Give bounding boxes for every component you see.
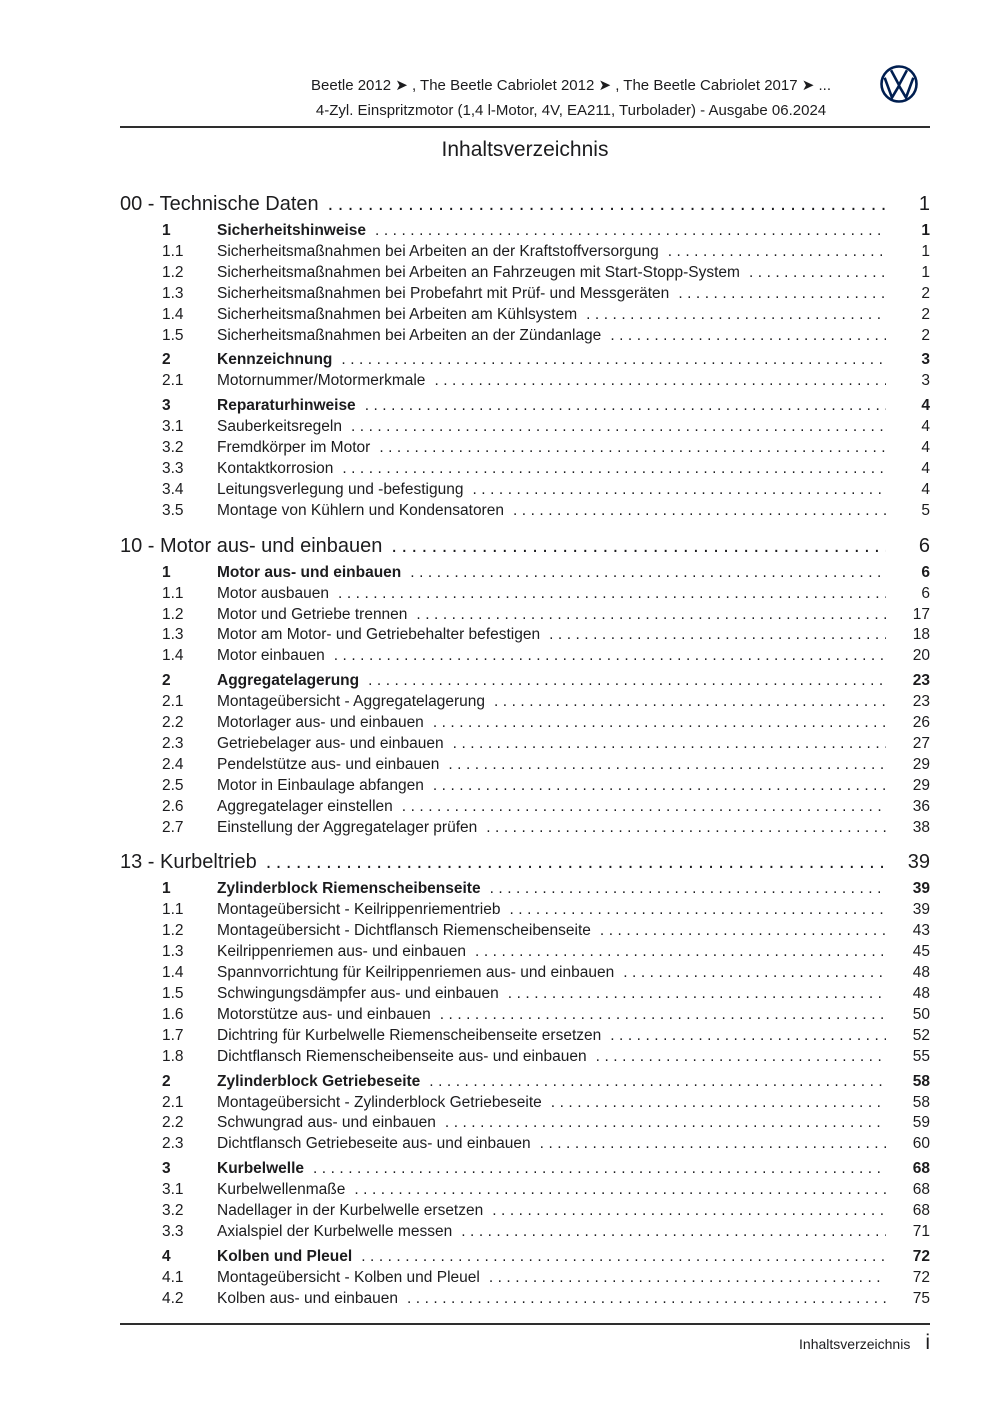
- entry-title: Motorlager aus- und einbauen: [217, 714, 424, 732]
- toc: [120, 191, 930, 1310]
- entry-number: 3.2: [162, 1202, 184, 1220]
- toc-entry-row: [120, 242, 930, 263]
- page-number: 29: [912, 776, 930, 794]
- page-number: 2: [921, 305, 930, 323]
- toc-entry-row: [120, 984, 930, 1005]
- header-rule: [120, 126, 930, 128]
- dot-leader: [440, 1005, 886, 1026]
- page-number: 26: [912, 714, 930, 732]
- page-number: 4: [921, 418, 930, 436]
- toc-entry-row: [120, 692, 930, 713]
- page-number: 48: [912, 964, 930, 982]
- toc-entry-row: [120, 1268, 930, 1289]
- entry-number: 2.2: [162, 714, 184, 732]
- dot-leader: [342, 459, 886, 480]
- page-number: 38: [912, 818, 930, 836]
- entry-title: Axialspiel der Kurbelwelle messen: [217, 1222, 453, 1240]
- toc-entry-row: [120, 879, 930, 900]
- page-number: 3: [921, 351, 930, 369]
- page-number: 55: [912, 1047, 930, 1065]
- header: [212, 0, 930, 123]
- entry-title: Pendelstütze aus- und einbauen: [217, 755, 440, 773]
- page-number: 6: [918, 534, 930, 557]
- footer-label: Inhaltsverzeichnis: [799, 1336, 911, 1352]
- page-number: 1: [918, 193, 930, 215]
- dot-leader: [416, 605, 886, 626]
- entry-number: 1.1: [162, 584, 184, 602]
- toc-entry-row: [120, 776, 930, 797]
- page-number: 60: [912, 1135, 930, 1153]
- toc-entry-row: [120, 625, 930, 646]
- entry-number: 3.5: [162, 501, 184, 519]
- page-number: 4: [921, 480, 930, 498]
- entry-number: 2.2: [162, 1114, 184, 1132]
- page-number: 18: [912, 626, 930, 644]
- vw-logo-icon: [879, 64, 919, 104]
- page-number: 43: [912, 922, 930, 940]
- page-number: 17: [912, 605, 930, 623]
- entry-number: 3: [162, 397, 171, 415]
- entry-title: Dichtflansch Riemenscheibenseite aus- und einbauen: [217, 1047, 587, 1065]
- page-number: 4: [921, 397, 930, 415]
- entry-number: 1.1: [162, 242, 184, 260]
- toc-entry-row: [120, 942, 930, 963]
- page-number: 2: [921, 326, 930, 344]
- entry-number: 1.7: [162, 1026, 184, 1044]
- entry-title: Motor in Einbaulage abfangen: [217, 776, 424, 794]
- dot-leader: [494, 692, 886, 713]
- page-number: 68: [912, 1160, 930, 1178]
- dot-leader: [354, 1180, 886, 1201]
- dot-leader: [448, 755, 886, 776]
- page-number: 1: [921, 263, 930, 281]
- toc-entry-row: [120, 284, 930, 305]
- entry-title: Kontaktkorrosion: [217, 459, 334, 477]
- page-number: 45: [912, 943, 930, 961]
- footer: [120, 1325, 930, 1353]
- entry-number: 4: [162, 1247, 171, 1265]
- entry-title: Einstellung der Aggregatelager prüfen: [217, 818, 478, 836]
- dot-leader: [610, 1026, 886, 1047]
- entry-number: 2.6: [162, 797, 184, 815]
- page-number: 6: [921, 584, 930, 602]
- entry-title: Nadellager in der Kurbelwelle ersetzen: [217, 1202, 484, 1220]
- toc-entry-row: [120, 797, 930, 818]
- entry-title: Kurbelwelle: [217, 1160, 304, 1178]
- entry-title: Getriebelager aus- und einbauen: [217, 734, 444, 752]
- toc-entry-row: [120, 1072, 930, 1093]
- page-number: 39: [912, 880, 930, 898]
- page-number: 39: [907, 851, 930, 874]
- entry-number: 1.3: [162, 284, 184, 302]
- dot-leader: [623, 963, 886, 984]
- dot-leader: [490, 879, 886, 900]
- entry-number: 1.5: [162, 326, 184, 344]
- toc-entry-row: [120, 1113, 930, 1134]
- entry-title: Keilrippenriemen aus- und einbauen: [217, 943, 467, 961]
- entry-number: 2.1: [162, 372, 184, 390]
- entry-number: 1: [162, 563, 171, 581]
- entry-number: 4.2: [162, 1289, 184, 1307]
- dot-leader: [445, 1113, 886, 1134]
- entry-number: 1.1: [162, 901, 184, 919]
- toc-chapter-row: [120, 849, 930, 875]
- entry-number: 2.5: [162, 776, 184, 794]
- toc-entry-row: [120, 563, 930, 584]
- toc-entry-row: [120, 1247, 930, 1268]
- page-number: 48: [912, 985, 930, 1002]
- toc-entry-row: [120, 818, 930, 839]
- entry-title: Montageübersicht - Zylinderblock Getriebeseite: [217, 1093, 542, 1111]
- dot-leader: [338, 584, 886, 605]
- dot-leader: [368, 671, 886, 692]
- entry-number: 1.5: [162, 985, 184, 1002]
- entry-title: Montageübersicht - Dichtflansch Riemenscheibenseite: [217, 922, 591, 940]
- entry-title: Schwungrad aus- und einbauen: [217, 1114, 436, 1132]
- entry-title: Motor am Motor- und Getriebehalter befestigen: [217, 626, 541, 644]
- toc-entry-row: [120, 1093, 930, 1114]
- entry-number: 1: [162, 880, 171, 898]
- entry-title: Leitungsverlegung und -befestigung: [217, 480, 464, 498]
- entry-number: 1.2: [162, 922, 184, 940]
- entry-number: 1.3: [162, 943, 184, 961]
- entry-title: Motorstütze aus- und einbauen: [217, 1005, 431, 1023]
- page-number: 72: [912, 1247, 930, 1265]
- entry-number: 3.1: [162, 418, 184, 436]
- dot-leader: [434, 371, 886, 392]
- page-number: 29: [912, 755, 930, 773]
- entry-title: Montage von Kühlern und Kondensatoren: [217, 501, 504, 519]
- toc-entry-row: [120, 1134, 930, 1155]
- dot-leader: [328, 191, 886, 217]
- entry-number: 3.2: [162, 439, 184, 457]
- toc-entry-row: [120, 501, 930, 522]
- dot-leader: [475, 942, 886, 963]
- page-number: 23: [912, 693, 930, 711]
- toc-entry-row: [120, 1180, 930, 1201]
- page-number: 59: [912, 1114, 930, 1132]
- entry-title: Sicherheitsmaßnahmen bei Arbeiten an Fahrzeugen mit Start-Stopp-System: [217, 263, 740, 281]
- entry-title: Sicherheitsmaßnahmen bei Arbeiten an der Zündanlage: [217, 326, 602, 344]
- entry-title: Motor einbauen: [217, 647, 325, 665]
- entry-title: Sicherheitshinweise: [217, 222, 367, 239]
- entry-number: 2: [162, 1072, 171, 1090]
- page-title: Inhaltsverzeichnis: [441, 138, 609, 161]
- page-number: 4: [921, 459, 930, 477]
- toc-entry-row: [120, 1047, 930, 1068]
- entry-number: 2.1: [162, 693, 184, 711]
- dot-leader: [489, 1268, 886, 1289]
- page-number: 4: [921, 439, 930, 457]
- page-number: 27: [912, 734, 930, 752]
- dot-leader: [586, 305, 886, 326]
- dot-leader: [379, 438, 886, 459]
- page-number: 71: [912, 1222, 930, 1240]
- dot-leader: [540, 1134, 886, 1155]
- entry-number: 3.1: [162, 1181, 184, 1199]
- toc-entry-row: [120, 1289, 930, 1310]
- entry-number: 3.3: [162, 459, 184, 477]
- toc-entry-row: [120, 221, 930, 242]
- entry-number: 2.4: [162, 755, 184, 773]
- entry-number: 2.1: [162, 1093, 184, 1111]
- toc-entry-row: [120, 371, 930, 392]
- toc-entry-row: [120, 1026, 930, 1047]
- page-number: 72: [912, 1268, 930, 1286]
- page-number: 68: [912, 1202, 930, 1220]
- entry-title: Dichtring für Kurbelwelle Riemenscheibenseite ersetzen: [217, 1026, 602, 1044]
- dot-leader: [492, 1201, 886, 1222]
- dot-leader: [365, 396, 886, 417]
- toc-entry-row: [120, 438, 930, 459]
- entry-title: Sauberkeitsregeln: [217, 418, 342, 436]
- dot-leader: [266, 849, 886, 875]
- dot-leader: [509, 900, 886, 921]
- dot-leader: [391, 533, 886, 559]
- toc-entry-row: [120, 326, 930, 347]
- page-number: 1: [921, 242, 930, 260]
- dot-leader: [429, 1072, 886, 1093]
- entry-title: Zylinderblock Riemenscheibenseite: [217, 880, 481, 898]
- page-number: 39: [912, 901, 930, 919]
- entry-title: Montageübersicht - Kolben und Pleuel: [217, 1268, 480, 1286]
- dot-leader: [313, 1159, 886, 1180]
- page-number: 3: [921, 372, 930, 390]
- entry-number: 1.8: [162, 1047, 184, 1065]
- entry-title: Kolben und Pleuel: [217, 1247, 353, 1265]
- entry-title: Sicherheitsmaßnahmen bei Arbeiten am Kühlsystem: [217, 305, 578, 323]
- entry-title: Motor aus- und einbauen: [217, 563, 402, 581]
- dot-leader: [600, 921, 886, 942]
- entry-title: Kurbelwellenmaße: [217, 1181, 346, 1199]
- entry-title: Sicherheitsmaßnahmen bei Probefahrt mit Prüf- und Messgeräten: [217, 284, 670, 302]
- dot-leader: [549, 625, 886, 646]
- toc-entry-row: [120, 263, 930, 284]
- entry-title: Aggregatelagerung: [217, 672, 360, 690]
- dot-leader: [361, 1247, 886, 1268]
- toc-entry-row: [120, 459, 930, 480]
- page-number: 68: [912, 1181, 930, 1199]
- entry-title: Sicherheitsmaßnahmen bei Arbeiten an der Kraftstoffversorgung: [217, 242, 659, 260]
- dot-leader: [596, 1047, 886, 1068]
- dot-leader: [334, 646, 886, 667]
- entry-title: Kennzeichnung: [217, 351, 333, 369]
- page-number: 58: [912, 1072, 930, 1090]
- entry-number: 1.2: [162, 605, 184, 623]
- dot-leader: [410, 563, 886, 584]
- page-number: 20: [912, 647, 930, 665]
- toc-entry-row: [120, 755, 930, 776]
- toc-entry-row: [120, 350, 930, 371]
- toc-entry-row: [120, 646, 930, 667]
- entry-title: Zylinderblock Getriebeseite: [217, 1072, 421, 1090]
- entry-title: Motor und Getriebe trennen: [217, 605, 408, 623]
- entry-title: Aggregatelager einstellen: [217, 797, 393, 815]
- header-line-2: 4-Zyl. Einspritzmotor (1,4 l-Motor, 4V, EA211, Turbolader) - Ausgabe 06.2024: [315, 102, 827, 119]
- dot-leader: [461, 1222, 886, 1243]
- chapter-title: 10 - Motor aus- und einbauen: [120, 534, 383, 557]
- toc-entry-row: [120, 713, 930, 734]
- dot-leader: [678, 284, 886, 305]
- entry-number: 3.3: [162, 1222, 184, 1240]
- entry-number: 2.3: [162, 734, 184, 752]
- entry-number: 3: [162, 1160, 171, 1178]
- dot-leader: [513, 501, 886, 522]
- dot-leader: [453, 734, 886, 755]
- entry-title: Montageübersicht - Keilrippenriementrieb: [217, 901, 501, 919]
- dot-leader: [341, 350, 886, 371]
- toc-entry-row: [120, 671, 930, 692]
- entry-number: 4.1: [162, 1268, 184, 1286]
- dot-leader: [407, 1289, 886, 1310]
- entry-title: Reparaturhinweise: [217, 397, 356, 415]
- chapter-title: 00 - Technische Daten: [120, 193, 319, 215]
- toc-chapter-row: [120, 191, 930, 217]
- dot-leader: [433, 776, 886, 797]
- page-number: 2: [921, 284, 930, 302]
- header-line-1: Beetle 2012 ➤ , The Beetle Cabriolet 2012 ➤ , The Beetle Cabriolet 2017 ➤ ...: [311, 77, 831, 94]
- entry-title: Fremdkörper im Motor: [217, 439, 371, 457]
- entry-title: Motornummer/Motormerkmale: [217, 372, 426, 390]
- footer-rule: [120, 1323, 930, 1353]
- footer-page-number: i: [925, 1331, 930, 1354]
- entry-number: 3.4: [162, 480, 184, 498]
- page-number: 50: [912, 1005, 930, 1023]
- toc-entry-row: [120, 1005, 930, 1026]
- dot-leader: [402, 797, 886, 818]
- entry-number: 2: [162, 351, 171, 369]
- dot-leader: [610, 326, 886, 347]
- dot-leader: [508, 984, 886, 1005]
- entry-number: 1: [162, 222, 171, 239]
- chapter-title: 13 - Kurbeltrieb: [120, 851, 257, 874]
- page-number: 23: [912, 672, 930, 690]
- entry-title: Kolben aus- und einbauen: [217, 1289, 398, 1307]
- dot-leader: [472, 480, 886, 501]
- entry-number: 1.4: [162, 964, 184, 982]
- entry-title: Schwingungsdämpfer aus- und einbauen: [217, 985, 499, 1002]
- toc-chapter-row: [120, 533, 930, 559]
- toc-entry-row: [120, 305, 930, 326]
- toc-entry-row: [120, 584, 930, 605]
- page-number: 58: [912, 1093, 930, 1111]
- toc-entry-row: [120, 396, 930, 417]
- toc-entry-row: [120, 734, 930, 755]
- toc-entry-row: [120, 605, 930, 626]
- dot-leader: [749, 263, 886, 284]
- page-number: 6: [921, 563, 930, 581]
- dot-leader: [486, 818, 886, 839]
- toc-entry-row: [120, 921, 930, 942]
- toc-entry-row: [120, 417, 930, 438]
- entry-title: Dichtflansch Getriebeseite aus- und einbauen: [217, 1135, 531, 1153]
- entry-number: 1.4: [162, 305, 184, 323]
- toc-entry-row: [120, 963, 930, 984]
- entry-title: Montageübersicht - Aggregatelagerung: [217, 693, 485, 711]
- entry-number: 1.2: [162, 263, 184, 281]
- toc-entry-row: [120, 480, 930, 501]
- entry-number: 1.4: [162, 647, 184, 665]
- dot-leader: [668, 242, 886, 263]
- entry-number: 2: [162, 672, 171, 690]
- dot-leader: [375, 221, 886, 242]
- dot-leader: [551, 1093, 886, 1114]
- toc-entry-row: [120, 1201, 930, 1222]
- entry-number: 2.7: [162, 818, 184, 836]
- entry-number: 1.3: [162, 626, 184, 644]
- dot-leader: [433, 713, 886, 734]
- entry-title: Spannvorrichtung für Keilrippenriemen aus- und einbauen: [217, 964, 615, 982]
- page-number: 36: [912, 797, 930, 815]
- page-number: 52: [912, 1026, 930, 1044]
- entry-title: Motor ausbauen: [217, 584, 330, 602]
- toc-entry-row: [120, 1222, 930, 1243]
- dot-leader: [351, 417, 886, 438]
- entry-number: 1.6: [162, 1005, 184, 1023]
- toc-entry-row: [120, 900, 930, 921]
- page-number: 1: [921, 222, 930, 239]
- entry-number: 2.3: [162, 1135, 184, 1153]
- page-number: 75: [912, 1289, 930, 1307]
- page-number: 5: [921, 501, 930, 519]
- toc-entry-row: [120, 1159, 930, 1180]
